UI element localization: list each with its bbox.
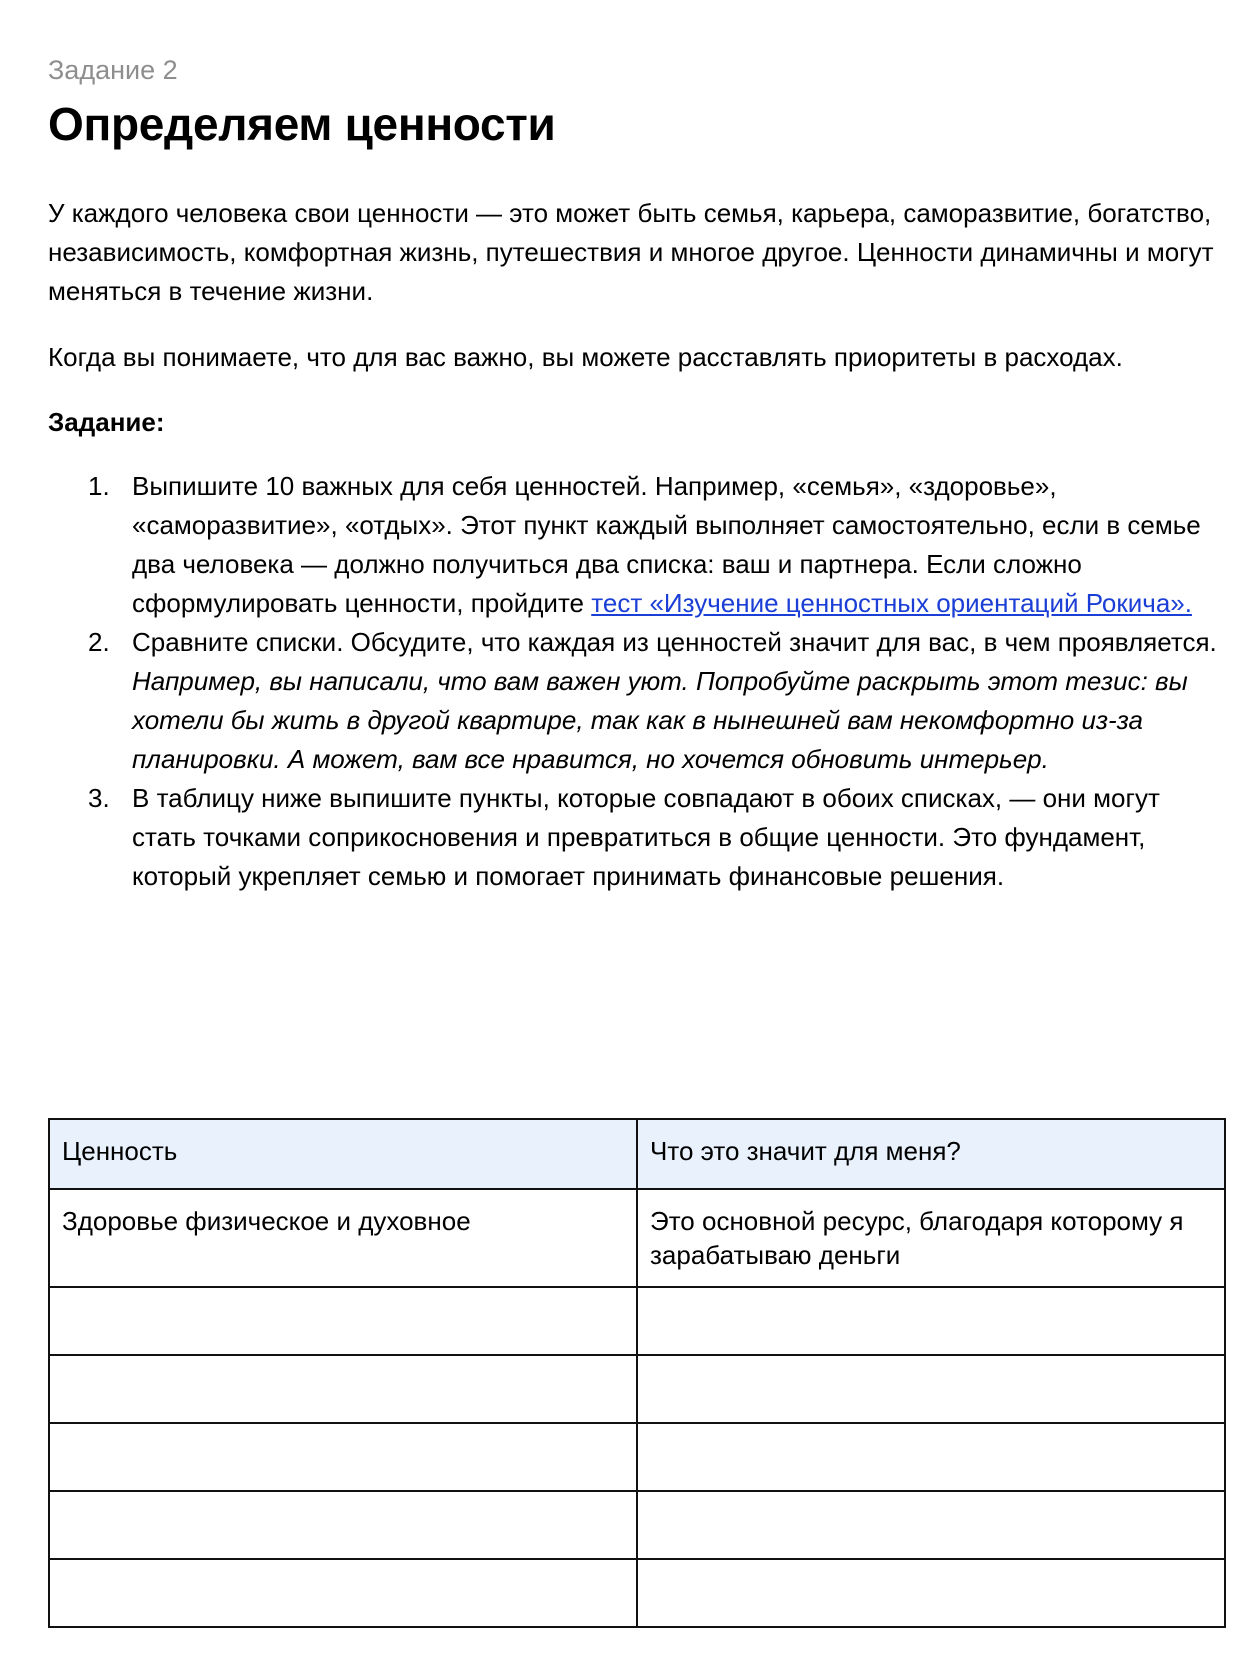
table-header-row [49,1119,1225,1189]
intro-paragraph: У каждого человека свои ценности — это может быть семья, карьера, саморазвитие, богатство, независимость, комфортная жизнь, путешествия и многое другое. Ценности динамичны и могут меняться в течение жизни. [48,198,1214,306]
task-number: Задание 2 [48,55,178,85]
table-row [49,1423,1225,1491]
step-example: Например, вы написали, что вам важен уют. Попробуйте раскрыть этот тезис: вы хотели бы жить в другой квартире, так как в нынешней вам некомфортно из-за планировки. А может, вам все нравится, но хочется обновить интерьер. [132,666,1188,774]
steps-list [48,467,1228,896]
table-cell[interactable] [637,1559,1225,1627]
table-cell[interactable]: Это основной ресурс, благодаря которому я зарабатываю деньги [637,1189,1225,1287]
table-cell[interactable] [637,1287,1225,1355]
table-cell[interactable] [49,1355,637,1423]
step-text: В таблицу ниже выпишите пункты, которые совпадают в обоих списках, — они могут стать точками соприкосновения и превратиться в общие ценности. Это фундамент, который укрепляет семью и помогает принимать финансовые решения. [132,783,1160,891]
step-text: Сравните списки. Обсудите, что каждая из ценностей значит для вас, в чем проявляется. [132,627,1217,657]
table-cell[interactable] [49,1491,637,1559]
rokeach-test-link[interactable]: тест «Изучение ценностных ориентаций Рокича». [591,588,1192,618]
table-cell[interactable] [637,1491,1225,1559]
task-label: Задание: [48,407,165,437]
table-cell[interactable] [49,1559,637,1627]
step-number: 2. [88,627,110,657]
document-page [48,52,1228,896]
step-item [48,467,1228,623]
column-header-value: Ценность [49,1119,637,1189]
table-cell[interactable] [637,1355,1225,1423]
step-text: Выпишите 10 важных для себя ценностей. Например, «семья», «здоровье», «саморазвитие», «отдых». Этот пункт каждый выполняет самостоятельно, если в семье два человека — должно получиться два списка: ваш и партнера. Если сложно сформулировать ценности, пройдите [132,471,1201,618]
page-title: Определяем ценности [48,98,556,150]
step-number: 3. [88,783,110,813]
table-cell[interactable] [637,1423,1225,1491]
table-cell[interactable]: Здоровье физическое и духовное [49,1189,637,1287]
step-number: 1. [88,471,110,501]
table-row [49,1559,1225,1627]
intro-paragraph: Когда вы понимаете, что для вас важно, вы можете расставлять приоритеты в расходах. [48,342,1123,372]
step-item [48,779,1228,896]
column-header-meaning: Что это значит для меня? [637,1119,1225,1189]
step-item [48,623,1228,779]
table-cell[interactable] [49,1287,637,1355]
table-cell[interactable] [49,1423,637,1491]
table-row [49,1491,1225,1559]
table-row [49,1287,1225,1355]
table-row [49,1189,1225,1287]
values-table [48,1118,1226,1628]
table-row [49,1355,1225,1423]
